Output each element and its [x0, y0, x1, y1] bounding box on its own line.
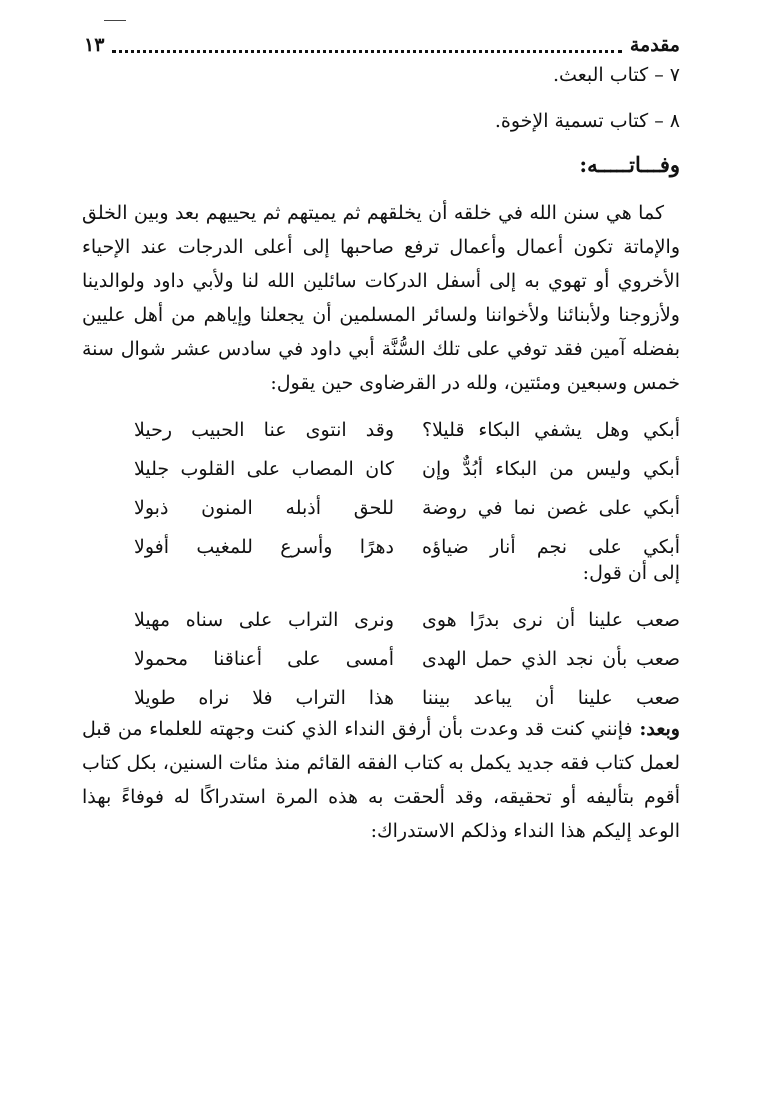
transition-line: إلى أن قول:: [582, 562, 680, 584]
poem-verse: [82, 410, 680, 449]
poem-verse: [82, 600, 680, 639]
header-page-number: ١٣: [84, 34, 105, 56]
list-item-dash: –: [648, 64, 664, 86]
list-item-text: كتاب تسمية الإخوة.: [494, 110, 649, 132]
header-dot-leader: [112, 38, 621, 53]
death-paragraph: كما هي سنن الله في خلقه أن يخلقهم ثم يميتهم ثم يحييهم بعد وبين الخلق والإماتة تكون أعمال وأعمال ترفع صاحبها إلى أعلى الدرجات عند الإحياء الأخروي أو تهوي به إلى أسفل الدركات سائلين الله لنا ولأبي داود ولوالدينا ولأزوجنا ولأبنائنا ولأخواننا ولسائر المسلمين أن يجعلنا وإياهم من أهل عليين بفضله آمين فقد توفي على تلك السُّنَّة أبي داود في سادس عشر شوال سنة خمس وسبعين ومئتين، ولله در القرضاوى حين يقول:: [82, 202, 680, 394]
verse-second-hemistich: هذا التراب فلا نراه طويلا: [134, 686, 394, 709]
verse-second-hemistich: أمسى على أعناقنا محمولا: [134, 647, 394, 670]
list-item-text: كتاب البعث.: [553, 64, 649, 86]
running-header: [84, 30, 680, 60]
list-item-dash: –: [648, 110, 664, 132]
poem-verse: [82, 639, 680, 678]
list-item: [553, 64, 680, 86]
verse-second-hemistich: دهرًا وأسرع للمغيب أفولا: [134, 535, 394, 558]
header-section-title: مقدمة: [629, 34, 680, 56]
poem-block-2: [82, 600, 680, 717]
top-rule-mark: [104, 20, 126, 21]
verse-first-hemistich: أبكي وليس من البكاء أبُدٌّ وإن: [422, 457, 680, 480]
verse-second-hemistich: كان المصاب على القلوب جليلا: [134, 457, 394, 480]
verse-first-hemistich: صعب بأن نجد الذي حمل الهدى: [422, 647, 680, 670]
verse-second-hemistich: وقد انتوى عنا الحبيب رحيلا: [134, 418, 394, 441]
poem-verse: [82, 527, 680, 566]
verse-first-hemistich: أبكي وهل يشفي البكاء قليلا؟: [422, 418, 680, 441]
poem-block-1: [82, 410, 680, 566]
verse-first-hemistich: صعب علينا أن نرى بدرًا هوى: [422, 608, 680, 631]
verse-second-hemistich: ونرى التراب على سناه مهيلا: [134, 608, 394, 631]
closing-lead-word: وبعد:: [639, 718, 680, 740]
closing-text: فإنني كنت قد وعدت بأن أرفق النداء الذي كنت وجهته للعلماء من قبل لعمل كتاب فقه جديد يكمل به كتاب الفقه القائم منذ مئات السنين، بكل كتاب أقوم بتأليفه أو تحقيقه، وقد ألحقت به هذه المرة استدراكًا له فوفاءً بهذا الوعد إليكم هذا النداء وذلكم الاستدراك:: [82, 718, 680, 842]
verse-first-hemistich: أبكي على نجم أنار ضياؤه: [422, 535, 680, 558]
verse-first-hemistich: صعب علينا أن يباعد بيننا: [422, 686, 680, 709]
poem-verse: [82, 488, 680, 527]
list-item: [495, 110, 680, 132]
closing-paragraph: [82, 712, 680, 848]
verse-first-hemistich: أبكي على غصن نما في روضة: [422, 496, 680, 519]
verse-second-hemistich: للحق أذبله المنون ذبولا: [134, 496, 394, 519]
section-heading-death: وفـــاتـــــه:: [579, 152, 680, 177]
poem-verse: [82, 449, 680, 488]
list-item-number: ٨: [669, 110, 680, 132]
list-item-number: ٧: [669, 64, 680, 86]
